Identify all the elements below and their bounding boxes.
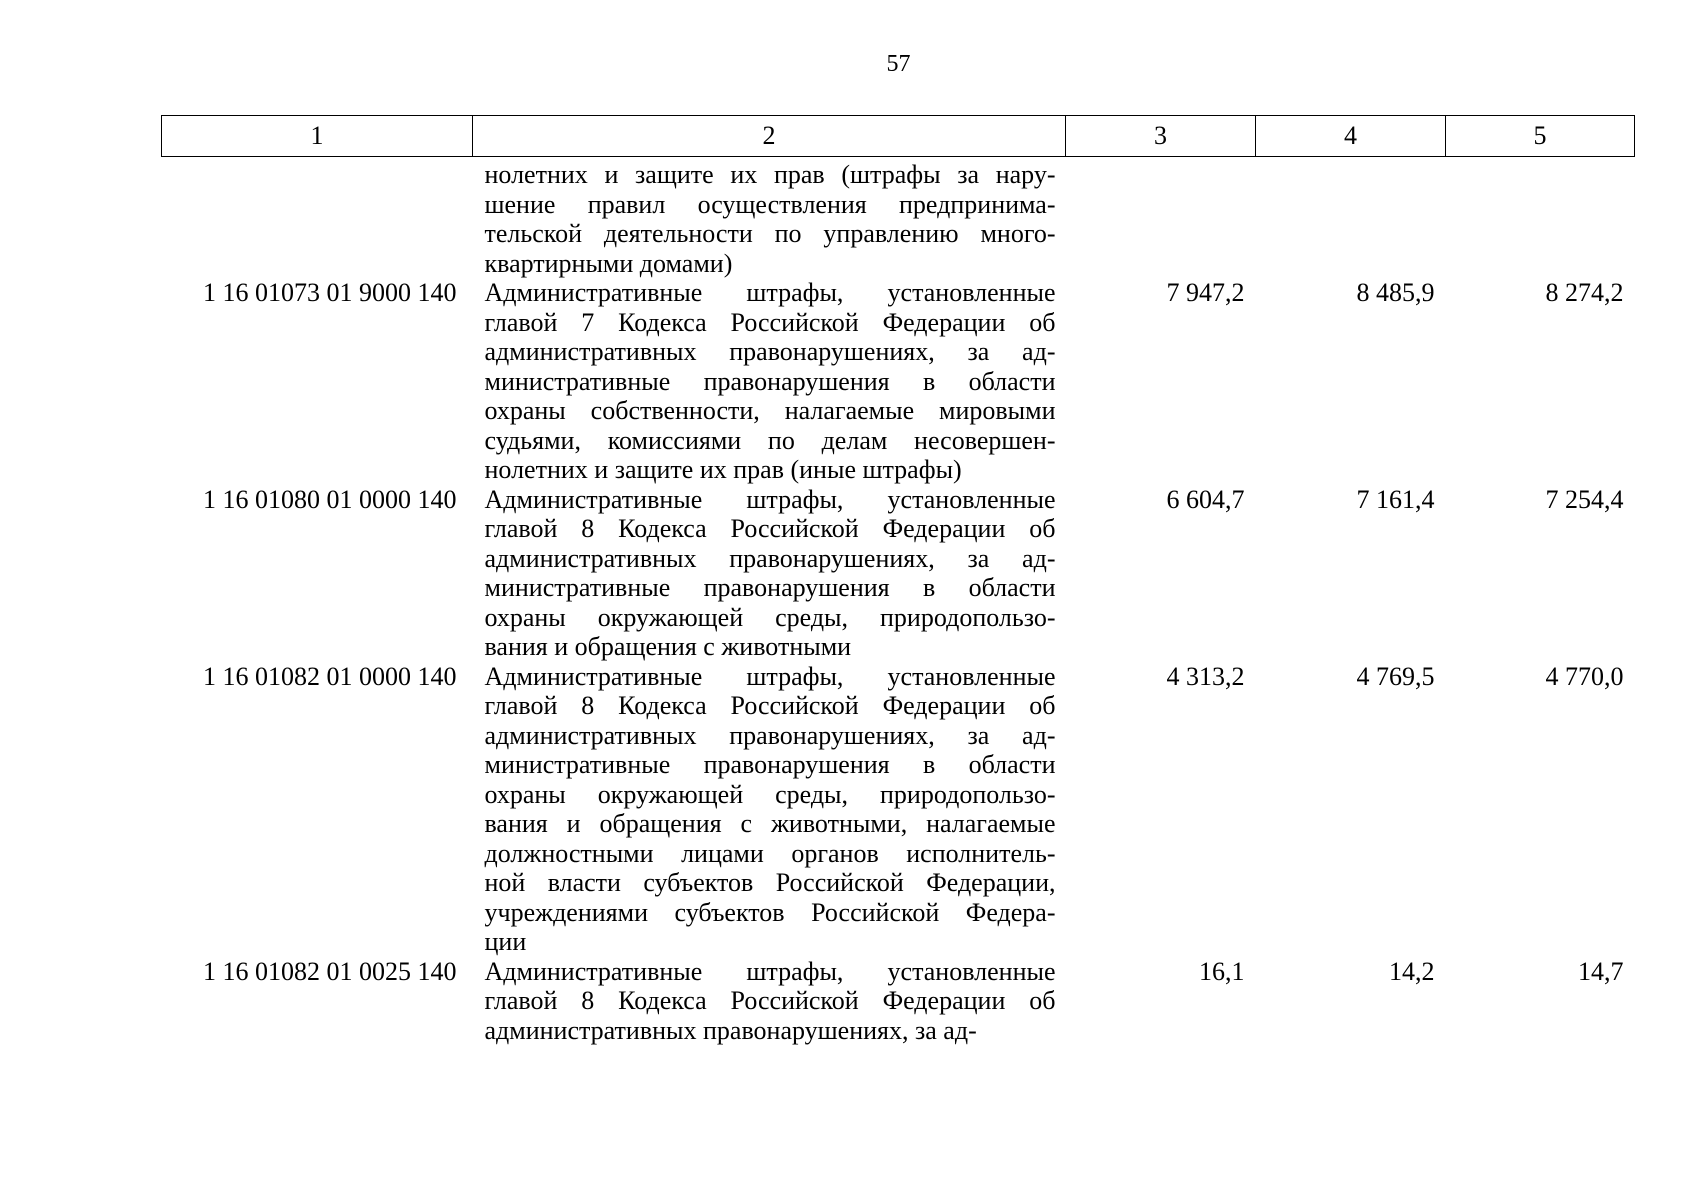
description-line: нолетних и защите их прав (иные штрафы) <box>484 455 962 484</box>
row-value-col3: 4 313,2 <box>1166 661 1245 691</box>
description-line: Административные штрафы, установленные <box>484 278 1056 307</box>
table-body <box>162 157 1635 1046</box>
table-row <box>162 278 1635 485</box>
row-code: 1 16 01082 01 0000 140 <box>203 661 457 691</box>
row-description <box>473 485 1066 662</box>
description-line: ной власти субъектов Российской Федерации, <box>484 868 1056 897</box>
description-line: Административные штрафы, установленные <box>484 956 1056 986</box>
row-value-col5: 14,7 <box>1578 956 1624 986</box>
row-description <box>473 278 1066 485</box>
table-row <box>162 485 1635 662</box>
row-code: 1 16 01082 01 0025 140 <box>203 956 457 986</box>
table-row <box>162 157 1635 279</box>
row-description <box>473 662 1066 957</box>
column-header-4: 4 <box>1256 116 1446 157</box>
description-line: административных правонарушениях, за ад- <box>484 543 1056 573</box>
row-value-col3 <box>1066 157 1256 279</box>
description-line: министративные правонарушения в области <box>484 366 1056 396</box>
row-code <box>162 157 473 279</box>
row-value-col3: 6 604,7 <box>1166 484 1245 514</box>
table-header-row <box>162 116 1635 157</box>
row-value-col4: 4 769,5 <box>1356 661 1435 691</box>
row-value-col5 <box>1446 157 1635 279</box>
row-value-col5: 7 254,4 <box>1545 484 1624 514</box>
row-value-col5: 4 770,0 <box>1545 661 1624 691</box>
description-line: министративные правонарушения в области <box>484 573 1056 602</box>
description-line: главой 8 Кодекса Российской Федерации об <box>484 691 1056 720</box>
page-number: 57 <box>886 51 911 77</box>
table-row <box>162 662 1635 957</box>
row-value-col4: 7 161,4 <box>1356 484 1435 514</box>
row-value-col3: 16,1 <box>1199 956 1245 986</box>
row-code: 1 16 01073 01 9000 140 <box>203 278 457 307</box>
row-value-col4: 14,2 <box>1389 956 1435 986</box>
column-header-5: 5 <box>1446 116 1635 157</box>
description-line: вания и обращения с животными <box>484 632 852 661</box>
row-description <box>473 957 1066 1046</box>
description-line: Административные штрафы, установленные <box>484 661 1056 691</box>
description-line: административных правонарушениях, за ад- <box>484 1015 977 1045</box>
budget-table <box>161 115 1635 1045</box>
description-line: административных правонарушениях, за ад- <box>484 337 1056 366</box>
description-line: вания и обращения с животными, налагаемые <box>484 809 1056 838</box>
column-header-1: 1 <box>162 116 473 157</box>
description-line: учреждениями субъектов Российской Федера- <box>484 897 1056 927</box>
row-description <box>473 157 1066 279</box>
table-row <box>162 957 1635 1046</box>
description-line: главой 8 Кодекса Российской Федерации об <box>484 514 1056 543</box>
description-line: главой 7 Кодекса Российской Федерации об <box>484 307 1056 337</box>
description-line: нолетних и защите их прав (штрафы за нару- <box>484 160 1056 189</box>
description-line: охраны окружающей среды, природопользо- <box>484 779 1056 809</box>
description-line: шение правил осуществления предпринима- <box>484 189 1056 219</box>
description-line: должностными лицами органов исполнитель- <box>484 838 1056 868</box>
description-line: министративные правонарушения в области <box>484 750 1056 779</box>
description-line: Административные штрафы, установленные <box>484 484 1056 514</box>
description-line: судьями, комиссиями по делам несовершен- <box>484 425 1056 455</box>
row-value-col5: 8 274,2 <box>1545 278 1624 307</box>
description-line: административных правонарушениях, за ад- <box>484 720 1056 750</box>
description-line: главой 8 Кодекса Российской Федерации об <box>484 986 1056 1015</box>
column-header-3: 3 <box>1066 116 1256 157</box>
description-line: тельской деятельности по управлению много- <box>484 219 1056 248</box>
column-header-2: 2 <box>473 116 1066 157</box>
description-line: квартирными домами) <box>484 248 733 278</box>
description-line: охраны окружающей среды, природопользо- <box>484 602 1056 632</box>
row-value-col4: 8 485,9 <box>1356 278 1435 307</box>
row-code: 1 16 01080 01 0000 140 <box>203 484 457 514</box>
row-value-col3: 7 947,2 <box>1166 278 1245 307</box>
row-value-col4 <box>1256 157 1446 279</box>
description-line: охраны собственности, налагаемые мировыми <box>484 396 1056 425</box>
description-line: ции <box>484 927 527 956</box>
